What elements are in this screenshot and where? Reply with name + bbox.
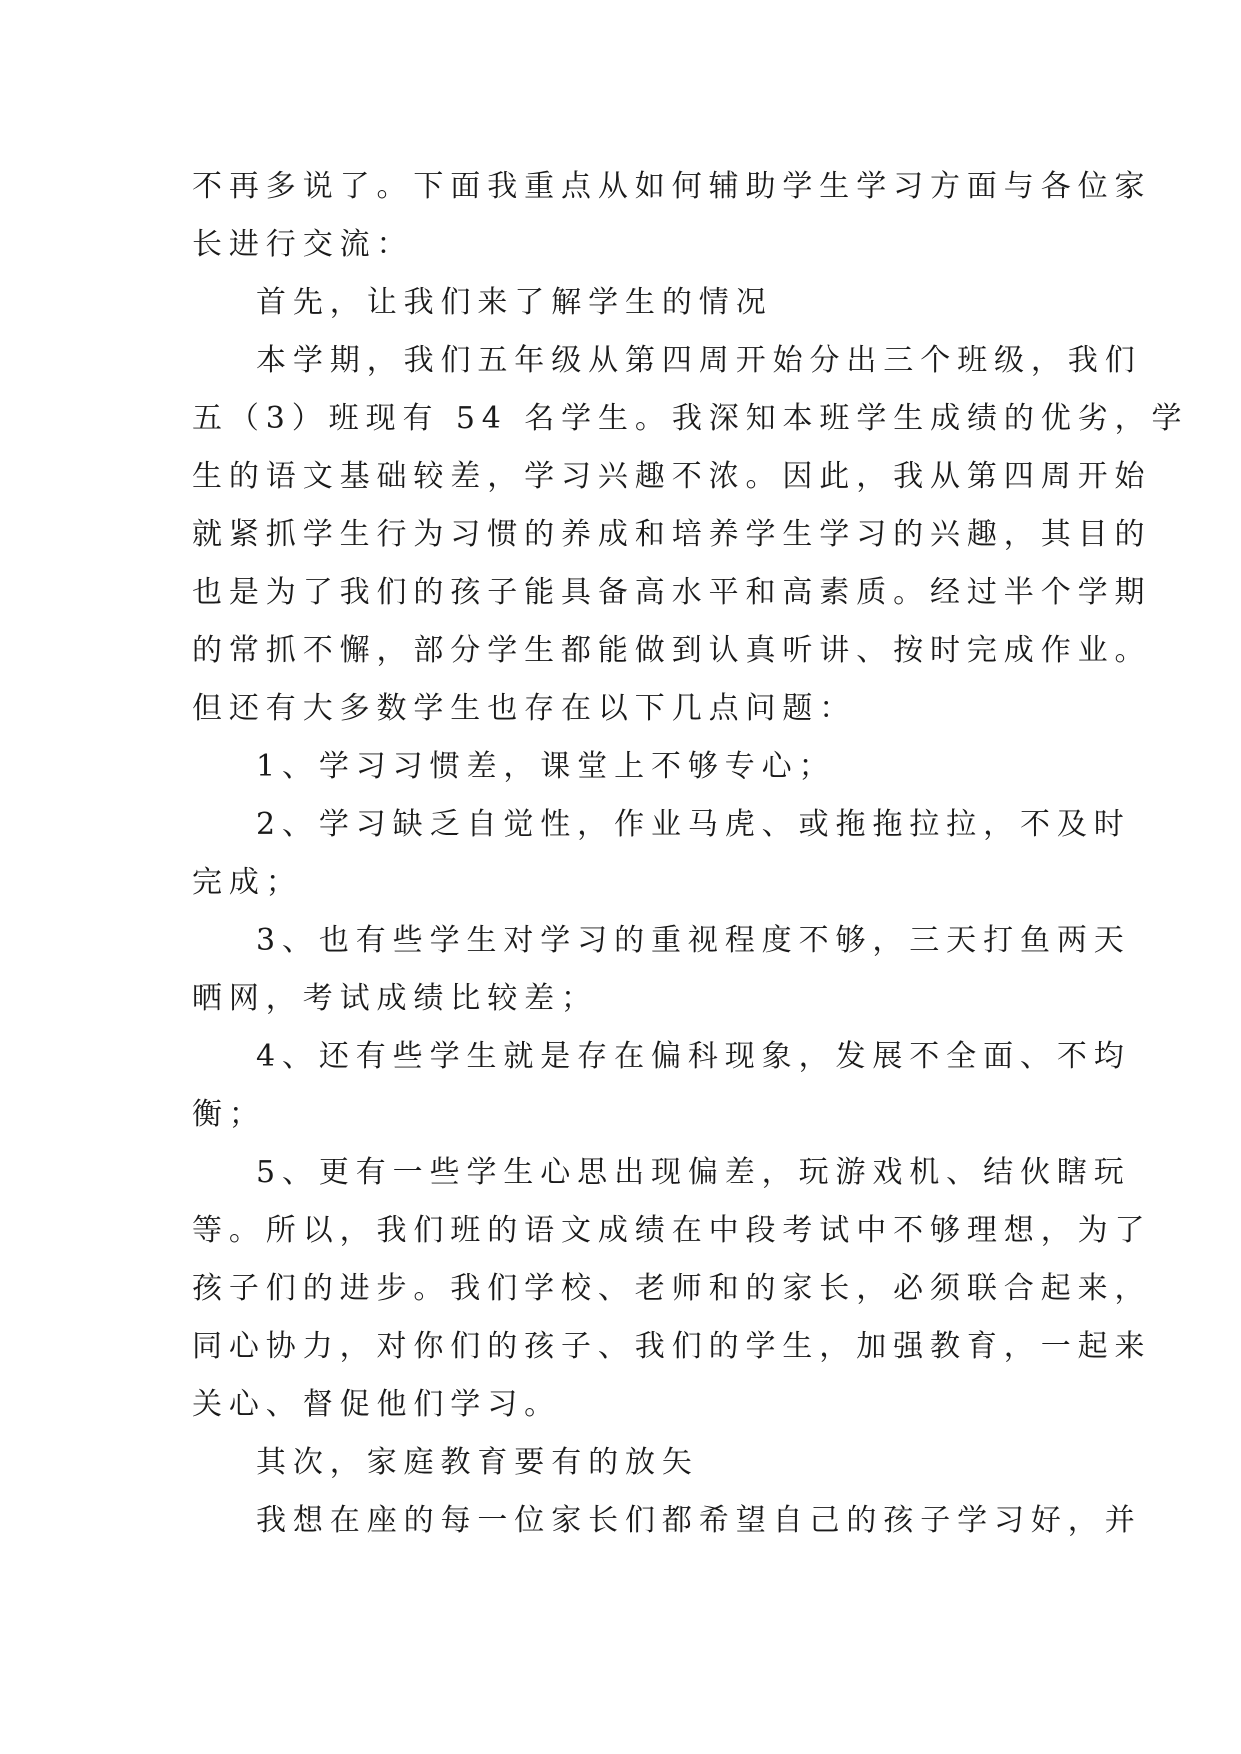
list-item: 1、学习习惯差，课堂上不够专心；	[256, 749, 836, 784]
text-line: 晒网，考试成绩比较差；	[192, 981, 598, 1016]
text-line: 生的语文基础较差，学习兴趣不浓。因此，我从第四周开始	[192, 459, 1152, 494]
paragraph-first-line: 我想在座的每一位家长们都希望自己的孩子学习好，并	[256, 1503, 1142, 1538]
paragraph-first-line: 本学期，我们五年级从第四周开始分出三个班级，我们	[256, 343, 1142, 378]
text-line: 但还有大多数学生也存在以下几点问题：	[192, 691, 857, 726]
text-line: 完成；	[192, 865, 303, 900]
text-line: 不再多说了。下面我重点从如何辅助学生学习方面与各位家	[192, 169, 1152, 204]
list-item: 3、也有些学生对学习的重视程度不够，三天打鱼两天	[256, 923, 1131, 958]
text-line: 长进行交流：	[192, 227, 414, 262]
section-heading: 其次，家庭教育要有的放矢	[256, 1445, 699, 1480]
list-item: 2、学习缺乏自觉性，作业马虎、或拖拖拉拉，不及时	[256, 807, 1131, 842]
list-item: 5、更有一些学生心思出现偏差，玩游戏机、结伙瞎玩	[256, 1155, 1131, 1190]
text-line: 同心协力，对你们的孩子、我们的学生，加强教育，一起来	[192, 1329, 1152, 1364]
text-line: 关心、督促他们学习。	[192, 1387, 561, 1422]
text-line: 就紧抓学生行为习惯的养成和培养学生学习的兴趣，其目的	[192, 517, 1152, 552]
text-line: 等。所以，我们班的语文成绩在中段考试中不够理想，为了	[192, 1213, 1152, 1248]
section-heading: 首先，让我们来了解学生的情况	[256, 285, 773, 320]
text-line: 衡；	[192, 1097, 266, 1132]
text-line: 五（3）班现有 54 名学生。我深知本班学生成绩的优劣，学	[192, 401, 1189, 436]
text-line: 也是为了我们的孩子能具备高水平和高素质。经过半个学期	[192, 575, 1152, 610]
text-line: 孩子们的进步。我们学校、老师和的家长，必须联合起来，	[192, 1271, 1152, 1306]
list-item: 4、还有些学生就是存在偏科现象，发展不全面、不均	[256, 1039, 1131, 1074]
text-line: 的常抓不懈，部分学生都能做到认真听讲、按时完成作业。	[192, 633, 1152, 668]
